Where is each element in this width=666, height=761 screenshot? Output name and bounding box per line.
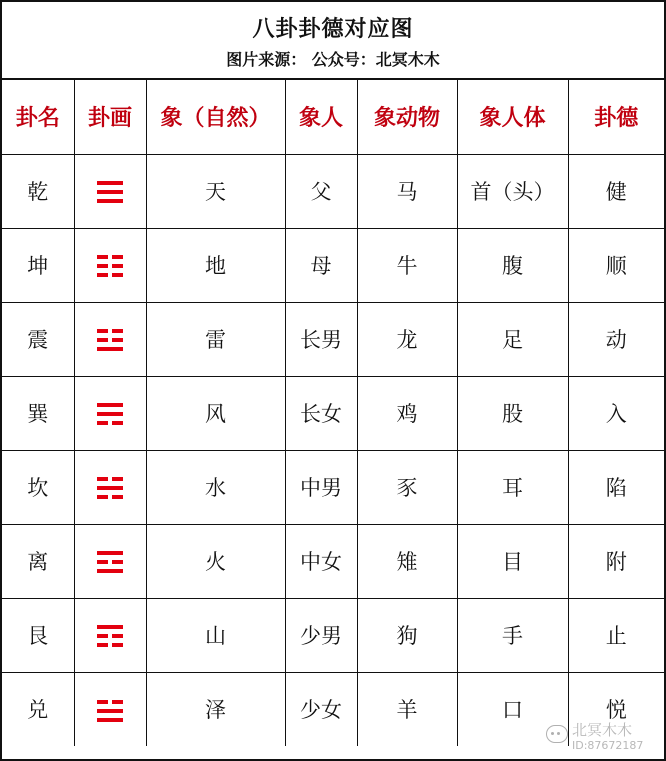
line-segment [112, 700, 123, 704]
line-segment [112, 560, 123, 564]
person-cell: 少女 [285, 672, 357, 746]
kan-trigram-icon [97, 477, 123, 499]
nature-cell: 水 [146, 450, 285, 524]
yin-line [97, 495, 123, 499]
line-segment [97, 625, 123, 629]
yin-line [97, 338, 123, 342]
header-name: 卦名 [2, 80, 74, 154]
trigram-name-cell: 兑 [2, 672, 74, 746]
line-segment [97, 329, 108, 333]
yin-line [97, 421, 123, 425]
line-segment [97, 412, 123, 416]
virtue-cell: 动 [568, 302, 664, 376]
person-cell: 父 [285, 154, 357, 228]
header-body: 象人体 [457, 80, 568, 154]
line-segment [97, 495, 108, 499]
body-part-cell: 口 [457, 672, 568, 746]
person-cell: 母 [285, 228, 357, 302]
header-trigram: 卦画 [74, 80, 146, 154]
nature-cell: 地 [146, 228, 285, 302]
virtue-cell: 止 [568, 598, 664, 672]
watermark-name: 北冥木木 [572, 721, 633, 739]
line-segment [97, 634, 108, 638]
line-segment [97, 700, 108, 704]
table-header-row [2, 80, 664, 154]
xun-trigram-icon [97, 403, 123, 425]
yang-line [97, 625, 123, 629]
yin-line [97, 700, 123, 704]
line-segment [97, 199, 123, 203]
body-part-cell: 足 [457, 302, 568, 376]
nature-cell: 风 [146, 376, 285, 450]
table-row [2, 524, 664, 598]
yin-line [97, 634, 123, 638]
trigram-drawing-cell [74, 672, 146, 746]
dui-trigram-icon [97, 700, 123, 722]
person-cell: 中女 [285, 524, 357, 598]
yin-line [97, 477, 123, 481]
animal-cell: 豕 [357, 450, 457, 524]
wechat-icon [546, 725, 568, 743]
body-part-cell: 股 [457, 376, 568, 450]
yin-line [97, 560, 123, 564]
header-nature: 象（自然） [146, 80, 285, 154]
trigram-name-cell: 离 [2, 524, 74, 598]
line-segment [112, 495, 123, 499]
gen-trigram-icon [97, 625, 123, 647]
line-segment [97, 338, 108, 342]
yang-line [97, 569, 123, 573]
page-subtitle: 图片来源： 公众号：北冥木木 [226, 50, 440, 69]
kun-trigram-icon [97, 255, 123, 277]
trigram-drawing-cell [74, 154, 146, 228]
table-row [2, 154, 664, 228]
body-part-cell: 首（头） [457, 154, 568, 228]
person-cell: 少男 [285, 598, 357, 672]
line-segment [97, 560, 108, 564]
body-part-cell: 手 [457, 598, 568, 672]
yin-line [97, 273, 123, 277]
yang-line [97, 412, 123, 416]
line-segment [97, 273, 108, 277]
yang-line [97, 347, 123, 351]
line-segment [112, 273, 123, 277]
line-segment [112, 329, 123, 333]
trigram-drawing-cell [74, 302, 146, 376]
yang-line [97, 486, 123, 490]
yin-line [97, 255, 123, 259]
virtue-cell: 健 [568, 154, 664, 228]
trigram-name-cell: 坤 [2, 228, 74, 302]
trigram-name-cell: 艮 [2, 598, 74, 672]
yin-line [97, 264, 123, 268]
yin-line [97, 643, 123, 647]
line-segment [97, 403, 123, 407]
trigram-table [2, 80, 664, 746]
watermark [544, 719, 656, 753]
yang-line [97, 718, 123, 722]
animal-cell: 鸡 [357, 376, 457, 450]
trigram-drawing-cell [74, 598, 146, 672]
virtue-cell: 顺 [568, 228, 664, 302]
line-segment [97, 255, 108, 259]
person-cell: 长女 [285, 376, 357, 450]
yang-line [97, 199, 123, 203]
animal-cell: 马 [357, 154, 457, 228]
zhen-trigram-icon [97, 329, 123, 351]
nature-cell: 火 [146, 524, 285, 598]
yang-line [97, 190, 123, 194]
trigram-drawing-cell [74, 450, 146, 524]
table-row [2, 376, 664, 450]
virtue-cell: 入 [568, 376, 664, 450]
nature-cell: 雷 [146, 302, 285, 376]
table-row [2, 302, 664, 376]
trigram-name-cell: 乾 [2, 154, 74, 228]
body-part-cell: 目 [457, 524, 568, 598]
line-segment [97, 569, 123, 573]
animal-cell: 羊 [357, 672, 457, 746]
line-segment [97, 181, 123, 185]
nature-cell: 山 [146, 598, 285, 672]
line-segment [97, 486, 123, 490]
line-segment [112, 477, 123, 481]
trigram-drawing-cell [74, 524, 146, 598]
line-segment [97, 551, 123, 555]
line-segment [112, 634, 123, 638]
yang-line [97, 551, 123, 555]
yin-line [97, 329, 123, 333]
watermark-id: ID:87672187 [572, 739, 644, 752]
line-segment [97, 264, 108, 268]
yang-line [97, 181, 123, 185]
line-segment [97, 709, 123, 713]
qian-trigram-icon [97, 181, 123, 203]
nature-cell: 天 [146, 154, 285, 228]
table-body [2, 154, 664, 746]
virtue-cell: 陷 [568, 450, 664, 524]
line-segment [112, 255, 123, 259]
animal-cell: 雉 [357, 524, 457, 598]
page-title: 八卦卦德对应图 [252, 16, 414, 42]
body-part-cell: 腹 [457, 228, 568, 302]
line-segment [97, 421, 108, 425]
table-row [2, 228, 664, 302]
line-segment [112, 643, 123, 647]
nature-cell: 泽 [146, 672, 285, 746]
trigram-name-cell: 巽 [2, 376, 74, 450]
line-segment [97, 718, 123, 722]
header-virtue: 卦德 [568, 80, 664, 154]
person-cell: 中男 [285, 450, 357, 524]
line-segment [97, 190, 123, 194]
li-trigram-icon [97, 551, 123, 573]
animal-cell: 狗 [357, 598, 457, 672]
header-person: 象人 [285, 80, 357, 154]
trigram-name-cell: 坎 [2, 450, 74, 524]
table-row [2, 598, 664, 672]
animal-cell: 牛 [357, 228, 457, 302]
trigram-name-cell: 震 [2, 302, 74, 376]
yang-line [97, 403, 123, 407]
virtue-cell: 悦 [568, 672, 664, 746]
trigram-drawing-cell [74, 376, 146, 450]
line-segment [97, 643, 108, 647]
line-segment [97, 477, 108, 481]
header-animal: 象动物 [357, 80, 457, 154]
line-segment [112, 264, 123, 268]
line-segment [97, 347, 123, 351]
person-cell: 长男 [285, 302, 357, 376]
animal-cell: 龙 [357, 302, 457, 376]
trigram-drawing-cell [74, 228, 146, 302]
body-part-cell: 耳 [457, 450, 568, 524]
title-block [2, 2, 664, 80]
table-row [2, 450, 664, 524]
yang-line [97, 709, 123, 713]
line-segment [112, 338, 123, 342]
line-segment [112, 421, 123, 425]
virtue-cell: 附 [568, 524, 664, 598]
